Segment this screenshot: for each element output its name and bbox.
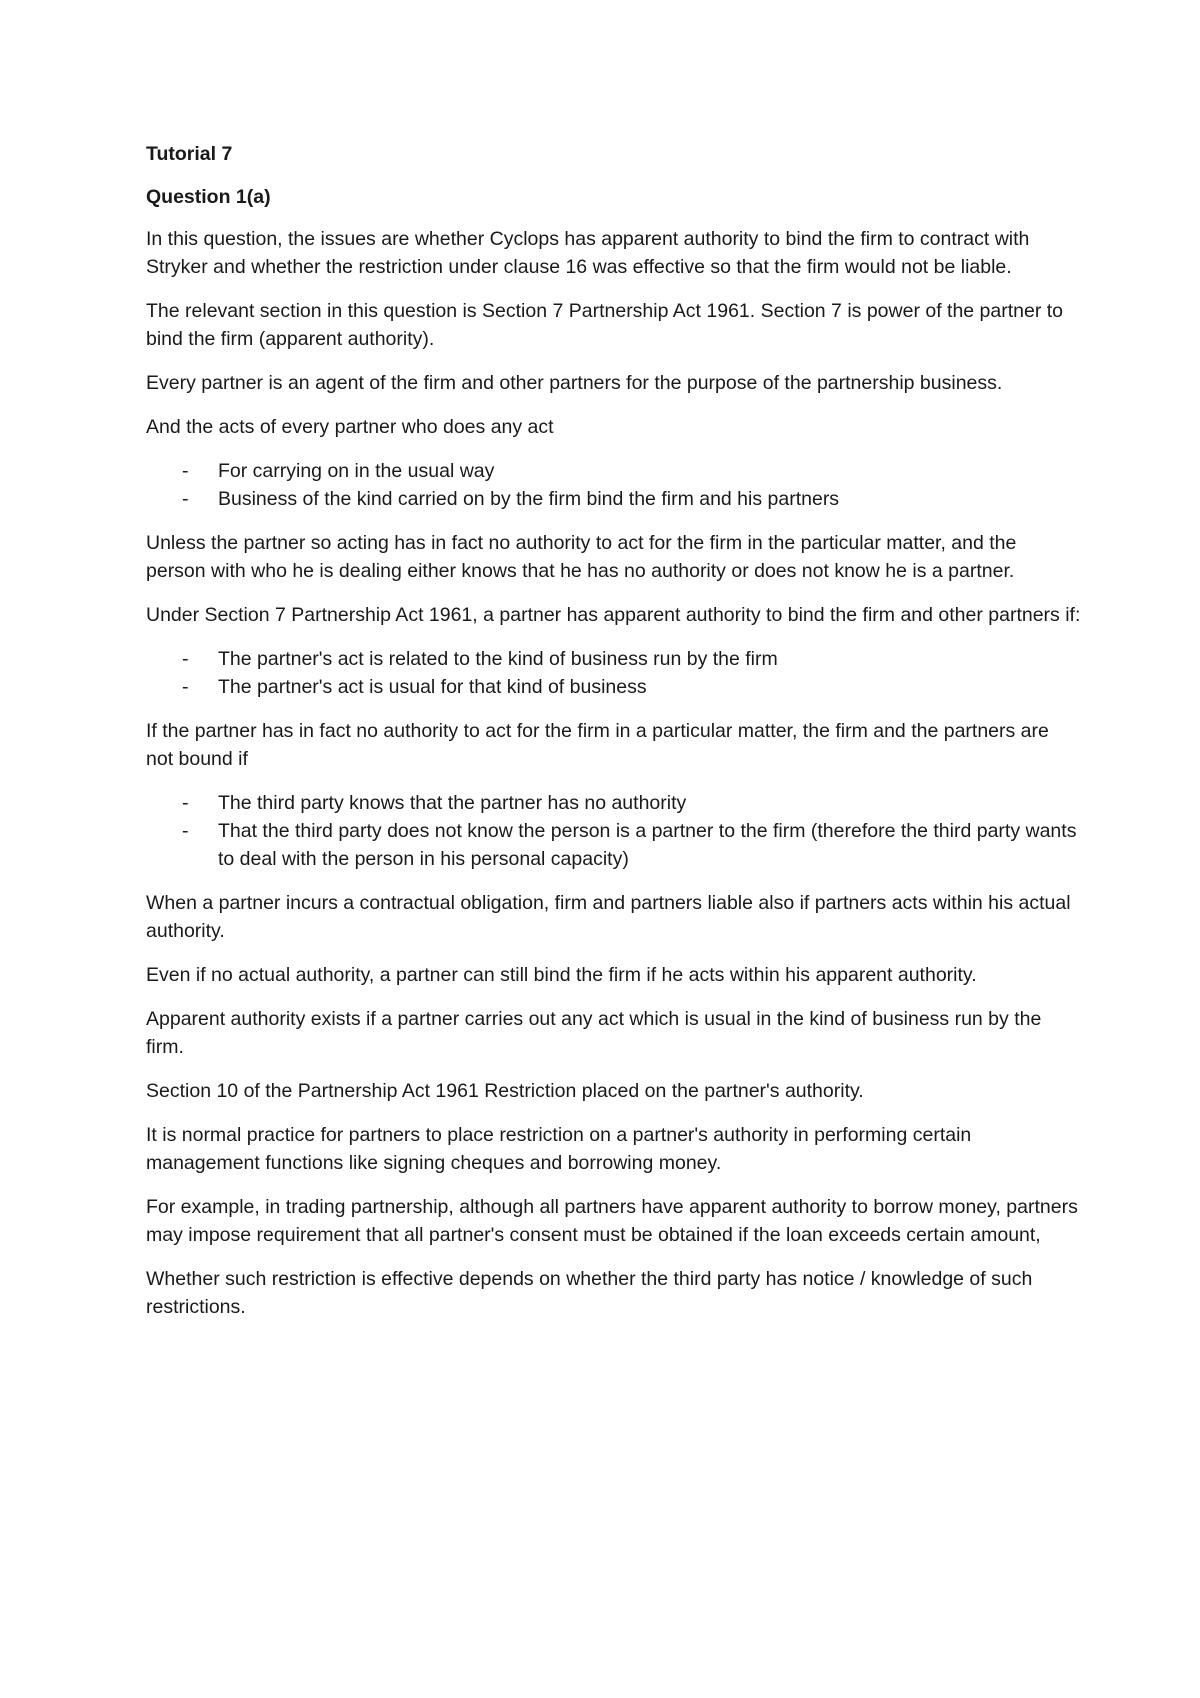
paragraph: In this question, the issues are whether Cyclops has apparent authority to bind the firm to contract with Stryker and whether the restriction under clause 16 was effective so that the firm would not be liable. bbox=[146, 228, 1030, 278]
question-heading: Question 1(a) bbox=[146, 186, 271, 208]
list-item: - The partner's act is usual for that kind of business bbox=[218, 673, 1081, 701]
paragraph: Under Section 7 Partnership Act 1961, a partner has apparent authority to bind the firm and other partners if: bbox=[146, 604, 1081, 626]
bullet-list bbox=[146, 789, 1081, 873]
list-item: - The third party knows that the partner has no authority bbox=[218, 789, 1081, 817]
list-item: - The partner's act is related to the kind of business run by the firm bbox=[218, 645, 1081, 673]
paragraph: For example, in trading partnership, although all partners have apparent authority to borrow money, partners may impose requirement that all partner's consent must be obtained if the loan exceeds certain amount, bbox=[146, 1196, 1078, 1246]
paragraph: Unless the partner so acting has in fact no authority to act for the firm in the particular matter, and the person with who he is dealing either knows that he has no authority or does not know he is a partner. bbox=[146, 532, 1017, 582]
bullet-list bbox=[146, 645, 1081, 701]
paragraph: If the partner has in fact no authority to act for the firm in a particular matter, the firm and the partners are not bound if bbox=[146, 720, 1049, 770]
paragraph: Apparent authority exists if a partner carries out any act which is usual in the kind of business run by the firm. bbox=[146, 1008, 1042, 1058]
document-title: Tutorial 7 bbox=[146, 143, 233, 165]
paragraph: Whether such restriction is effective depends on whether the third party has notice / knowledge of such restrictions. bbox=[146, 1268, 1033, 1318]
paragraph: Section 10 of the Partnership Act 1961 Restriction placed on the partner's authority. bbox=[146, 1080, 864, 1102]
paragraph: Even if no actual authority, a partner can still bind the firm if he acts within his apparent authority. bbox=[146, 964, 977, 986]
paragraph: It is normal practice for partners to place restriction on a partner's authority in performing certain management functions like signing cheques and borrowing money. bbox=[146, 1124, 972, 1174]
document-page bbox=[146, 140, 1081, 1337]
bullet-list bbox=[146, 457, 1081, 513]
list-item: - Business of the kind carried on by the firm bind the firm and his partners bbox=[218, 485, 1081, 513]
paragraph: When a partner incurs a contractual obligation, firm and partners liable also if partners acts within his actual authority. bbox=[146, 892, 1071, 942]
paragraph: And the acts of every partner who does any act bbox=[146, 416, 554, 438]
paragraph: The relevant section in this question is Section 7 Partnership Act 1961. Section 7 is power of the partner to bind the firm (apparent authority). bbox=[146, 300, 1064, 350]
list-item: - For carrying on in the usual way bbox=[218, 457, 1081, 485]
list-item: - That the third party does not know the person is a partner to the firm (therefore the third party wants to deal with the person in his personal capacity) bbox=[218, 817, 1081, 873]
paragraph: Every partner is an agent of the firm and other partners for the purpose of the partnership business. bbox=[146, 372, 1003, 394]
